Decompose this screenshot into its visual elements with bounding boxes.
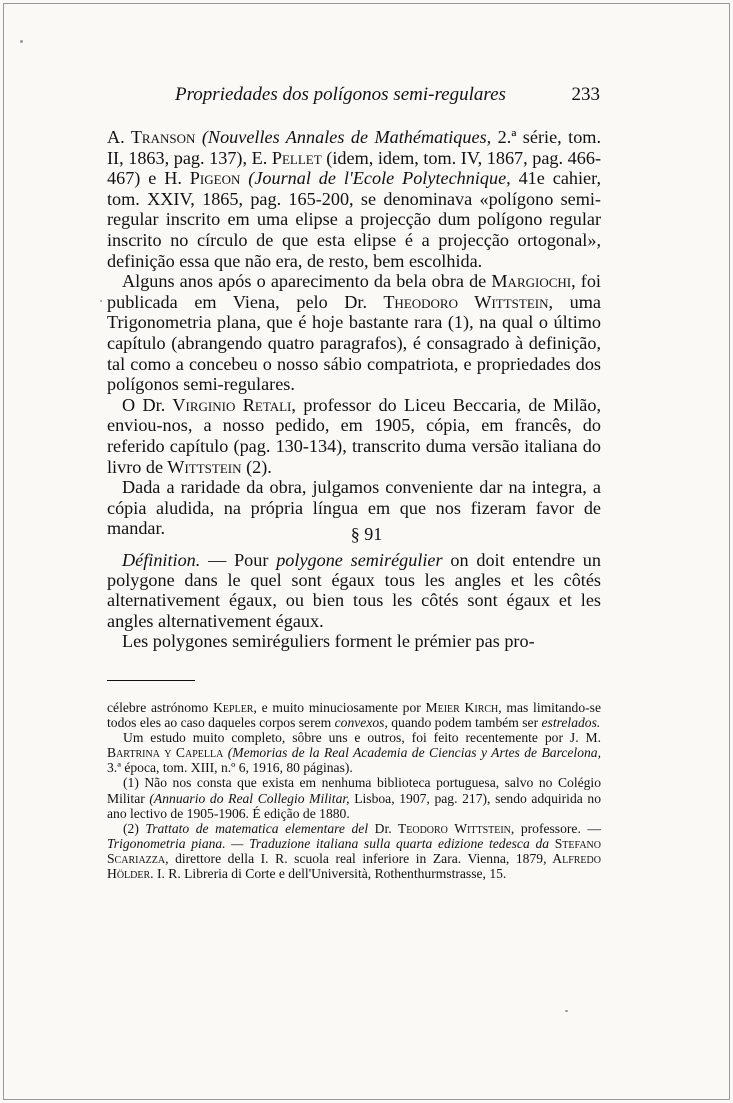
scan-speck	[20, 40, 23, 43]
running-header	[175, 84, 600, 114]
text-run: (2).	[241, 456, 272, 477]
text-run: 2.ª série, tom. II, 1863, pag. 137), E.	[107, 127, 602, 168]
text-run: Um estudo muito completo, sôbre uns e outros, foi feito recentemente por J. M.	[123, 730, 601, 746]
text-run: — Pour	[200, 550, 269, 570]
footnote-1	[107, 775, 601, 820]
text-run: Lisboa, 1907, pag. 217), sendo adquirida no ano lectivo de 1905-1906. É edição de 1880.	[107, 790, 602, 821]
defined-term: polygone semirégulier	[268, 550, 443, 570]
journal-title: (Journal de l'Ecole Polytechnique,	[240, 168, 511, 189]
french-paragraph-2: Les polygones semiréguliers forment le prémier pas pro-	[122, 630, 535, 651]
author-name: Pellet	[267, 147, 322, 168]
paragraph-3	[107, 395, 601, 477]
author-name: Pigeon	[181, 168, 241, 189]
text-run: O Dr.	[122, 394, 166, 415]
publisher-name: Alfredo Hölder.	[107, 850, 601, 882]
author-name: Stefano Scariazza,	[107, 835, 601, 866]
text-run: (2)	[123, 820, 139, 836]
text-run: Dr.	[368, 820, 392, 836]
book-title: Trigonometria piana. — Traduzione italiana sulla quarta edizione tedesca da	[107, 835, 550, 851]
definition-label: Définition.	[122, 550, 201, 570]
author-name: Teodoro Wittstein,	[391, 820, 515, 836]
author-name: Virginio Retali,	[165, 394, 296, 415]
text-run: quando podem também ser	[387, 715, 539, 731]
paragraph-1	[107, 127, 601, 271]
author-name: Theodoro Wittstein,	[367, 291, 554, 312]
author-name: Bartrina y Capella	[107, 745, 224, 761]
definition-paragraph	[107, 550, 601, 631]
scan-speck	[565, 1010, 568, 1012]
text-run: direttore della I. R. scuola real inferiore in Zara. Vienna, 1879,	[168, 850, 547, 866]
footnote-rule	[107, 680, 195, 681]
paragraph-2	[107, 271, 601, 395]
text-run: 41e cahier, tom. XXIV, 1865, pag. 165-200, se denominava «polígono semi-regular inscrito em uma elipse a projecção dum polígono regular inscrito no círculo de que esta elipse é a projecção ortogonal», definição essa que não era, de resto, bem escolhida.	[107, 168, 601, 271]
text-run: (idem, idem, tom. IV, 1867, pag. 466-467) e H.	[107, 147, 601, 189]
text-run: I. R. Libreria di Corte e dell'Università, Rothenthurmstrasse, 15.	[153, 866, 507, 882]
journal-title: (Memorias de la Real Academia de Ciencias y Artes de Barcelona,	[223, 745, 601, 761]
author-name: Wittstein	[163, 456, 242, 477]
text-run: 3.ª época, tom. XIII, n.º 6, 1916, 80 páginas).	[107, 760, 353, 776]
running-title: Propriedades dos polígonos semi-regulares	[175, 84, 506, 105]
scan-speck	[100, 300, 102, 302]
italic-term: estrelados.	[538, 715, 601, 731]
journal-title: (Annuario do Real Collegio Militar,	[144, 790, 350, 806]
french-text	[107, 550, 601, 651]
author-name: Meier Kirch,	[420, 700, 502, 715]
text-run: célebre astrónomo	[107, 700, 209, 715]
author-name: Kepler,	[208, 700, 257, 715]
paragraph-4: Dada a raridade da obra, julgamos conveniente dar na integra, a cópia aludida, na própria língua em que nos fizeram favor de mandar.	[107, 477, 601, 539]
text-run: uma Trigonometria plana, que é hoje bastante rara (1), na qual o último capítulo (abrangendo quatro paragrafos), é consagrado à definição, tal como a concebeu o nosso sábio compatriota, e propriedades dos polígonos semi-regulares.	[107, 291, 601, 395]
italic-term: convexos,	[331, 715, 388, 731]
book-title: Trattato de matematica elementare del	[138, 820, 369, 836]
section-heading: § 91	[350, 524, 383, 544]
page-number: 233	[571, 84, 600, 105]
journal-title: (Nouvelles Annales de Mathématiques,	[201, 127, 492, 147]
text-run: e muito minuciosamente por	[256, 700, 421, 715]
footnote-paragraph	[107, 730, 601, 775]
author-name: A. Transon	[107, 127, 196, 147]
text-run: Alguns anos após o aparecimento da bela obra de	[122, 271, 487, 292]
text-run: (1) Não nos consta que exista em nenhuma biblioteca portuguesa, salvo no Colégio Militar	[107, 775, 601, 806]
footnotes	[107, 700, 601, 881]
text-run: mas limitando-se todos eles ao caso daqueles corpos serem	[107, 700, 601, 731]
text-run: professore. —	[514, 820, 601, 836]
text-run: on doit entendre un polygone dans le quel sont égaux tous les angles et les côtés alternativement égaux, ou bien tous les côtés sont égaux et les angles alternativement égaux.	[107, 550, 601, 631]
footnote-2	[107, 821, 601, 881]
text-run: foi publicada em Viena, pelo Dr.	[107, 271, 601, 312]
main-text	[107, 127, 601, 539]
text-run: professor do Liceu Beccaria, de Milão, enviou-nos, a nosso pedido, em 1905, cópia, em francês, do referido capítulo (pag. 130-134), transcrito duma versão italiana do livro de	[107, 394, 602, 477]
footnote-continuation	[107, 700, 601, 730]
author-name: Margiochi,	[486, 271, 576, 292]
